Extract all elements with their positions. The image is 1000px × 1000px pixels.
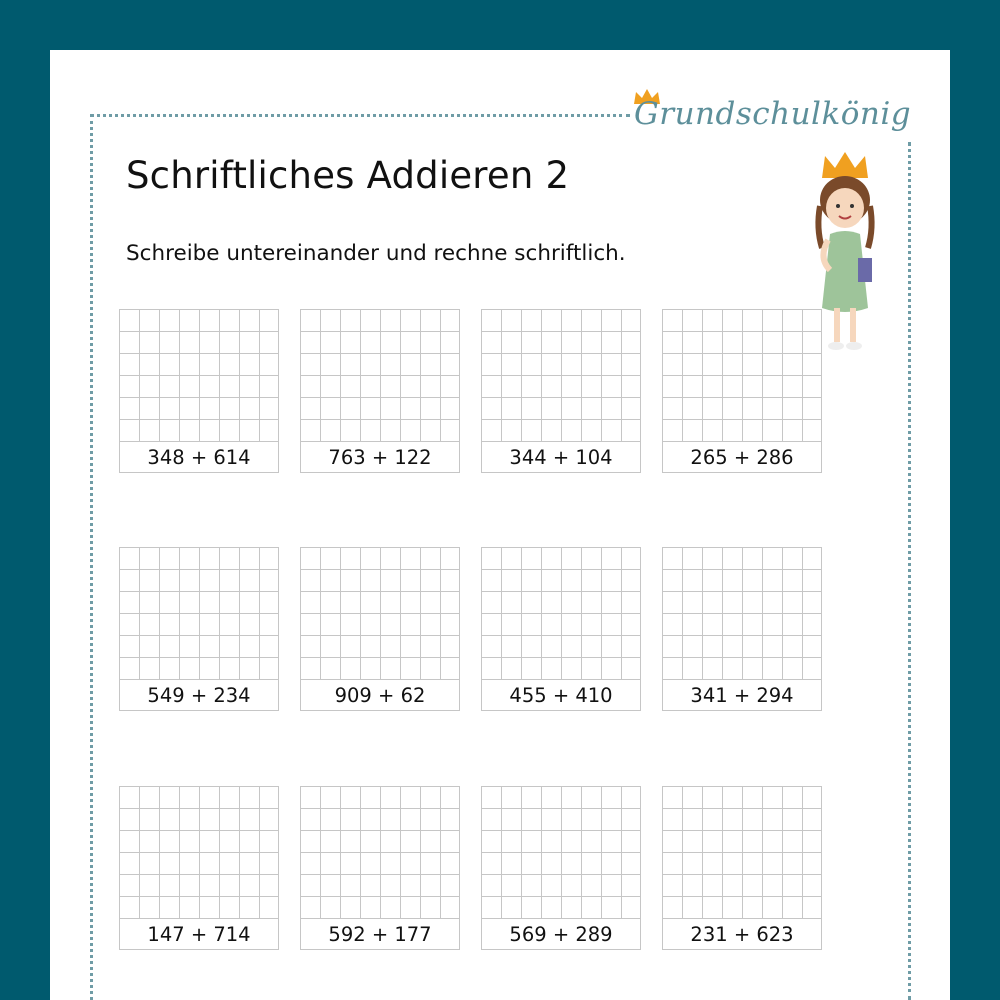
worksheet-instruction: Schreibe untereinander und rechne schriftlich.	[126, 241, 626, 266]
task-expression: 455 + 410	[481, 679, 641, 711]
answer-grid[interactable]	[119, 547, 279, 679]
answer-grid[interactable]	[300, 786, 460, 918]
answer-grid[interactable]	[662, 547, 822, 679]
addition-task	[300, 309, 460, 473]
addition-task	[662, 547, 822, 711]
addition-task	[119, 786, 279, 950]
worksheet-page	[50, 50, 950, 1000]
addition-task	[481, 547, 641, 711]
task-expression: 231 + 623	[662, 918, 822, 950]
brand-logo	[632, 94, 922, 138]
answer-grid[interactable]	[119, 309, 279, 441]
addition-task	[300, 786, 460, 950]
task-expression: 909 + 62	[300, 679, 460, 711]
answer-grid[interactable]	[300, 309, 460, 441]
task-expression: 147 + 714	[119, 918, 279, 950]
answer-grid[interactable]	[481, 786, 641, 918]
addition-task	[119, 309, 279, 473]
addition-task	[481, 309, 641, 473]
task-expression: 569 + 289	[481, 918, 641, 950]
addition-task	[662, 309, 822, 473]
worksheet-title: Schriftliches Addieren 2	[126, 154, 570, 197]
answer-grid[interactable]	[300, 547, 460, 679]
answer-grid[interactable]	[662, 786, 822, 918]
task-expression: 341 + 294	[662, 679, 822, 711]
addition-task	[662, 786, 822, 950]
dotted-border-right	[908, 142, 911, 1000]
addition-task	[119, 547, 279, 711]
dotted-border-top	[90, 114, 630, 117]
brand-name: Grundschulkönig	[634, 96, 912, 132]
task-expression: 763 + 122	[300, 441, 460, 473]
addition-task	[481, 786, 641, 950]
dotted-border-left	[90, 114, 93, 1000]
answer-grid[interactable]	[481, 547, 641, 679]
task-expression: 348 + 614	[119, 441, 279, 473]
addition-task	[300, 547, 460, 711]
answer-grid[interactable]	[119, 786, 279, 918]
task-expression: 592 + 177	[300, 918, 460, 950]
task-expression: 344 + 104	[481, 441, 641, 473]
task-expression: 265 + 286	[662, 441, 822, 473]
answer-grid[interactable]	[662, 309, 822, 441]
answer-grid[interactable]	[481, 309, 641, 441]
task-expression: 549 + 234	[119, 679, 279, 711]
